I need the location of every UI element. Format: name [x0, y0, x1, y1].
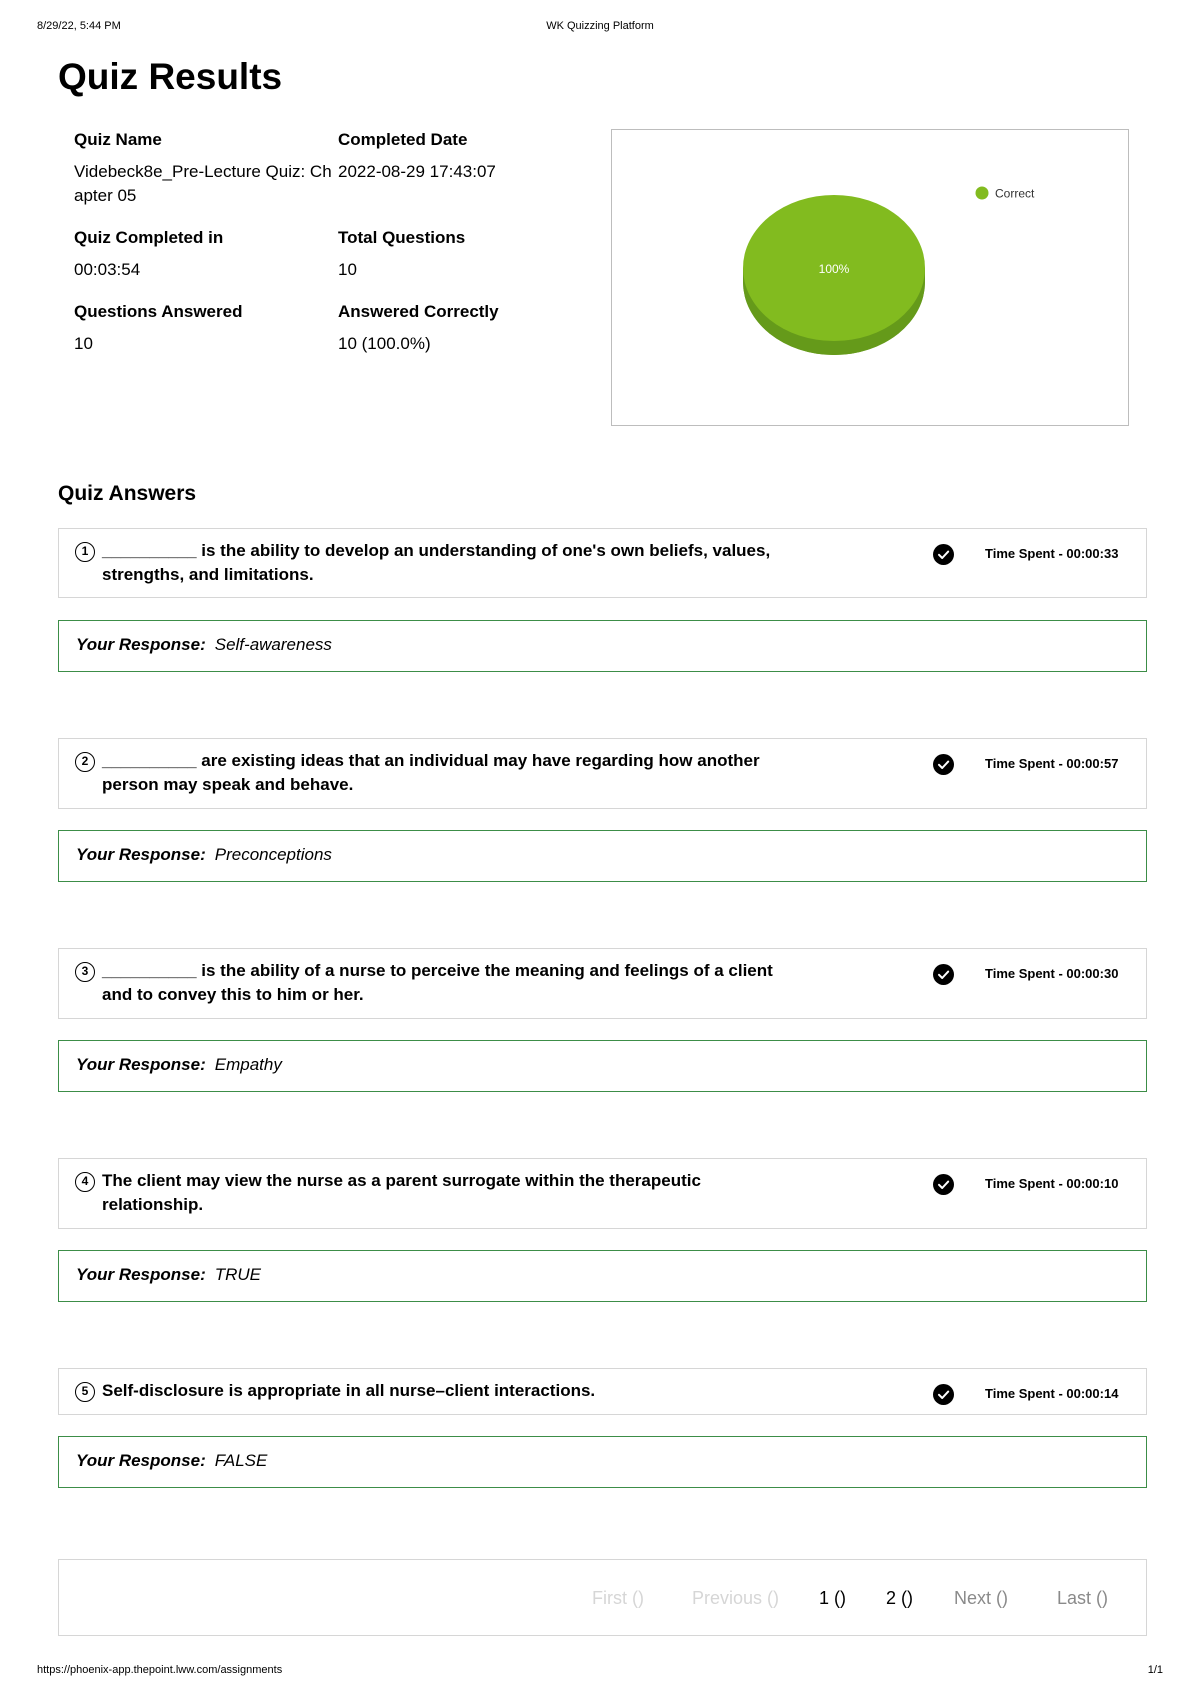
- question-card: [58, 1158, 1147, 1229]
- print-title: WK Quizzing Platform: [546, 20, 654, 32]
- response-label: Your Response:: [76, 845, 206, 864]
- first-page-button[interactable]: First (): [592, 1588, 644, 1608]
- stat-value: 2022-08-29 17:43:07: [338, 162, 496, 181]
- stat-label: Quiz Completed in: [74, 228, 224, 247]
- response-label: Your Response:: [76, 1451, 206, 1470]
- question-text: __________ is the ability of a nurse to perceive the meaning and feelings of a client and to convey this to him or her.: [102, 961, 773, 1004]
- stat-quiz-name: [74, 128, 334, 208]
- response-label: Your Response:: [76, 1265, 206, 1284]
- results-chart: [611, 129, 1129, 426]
- question-text: Self-disclosure is appropriate in all nurse–client interactions.: [102, 1381, 596, 1400]
- response-value: Empathy: [214, 1055, 282, 1074]
- stat-answered-correctly: [338, 300, 598, 356]
- stat-value: 10: [74, 334, 93, 353]
- page-2-button[interactable]: 2 (): [886, 1588, 913, 1608]
- time-spent: Time Spent - 00:00:33: [985, 546, 1119, 561]
- response-box: [58, 830, 1147, 882]
- stat-completed-in: [74, 226, 334, 282]
- check-circle-icon: [933, 544, 954, 565]
- stat-value: 00:03:54: [74, 260, 141, 279]
- question-number: 4: [75, 1172, 95, 1192]
- print-footer: [37, 1664, 1163, 1680]
- response-label: Your Response:: [76, 1055, 206, 1074]
- stat-label: Answered Correctly: [338, 302, 499, 321]
- time-spent: Time Spent - 00:00:57: [985, 756, 1119, 771]
- question-text: The client may view the nurse as a parent surrogate within the therapeutic relationship.: [102, 1171, 701, 1214]
- response-box: [58, 620, 1147, 672]
- last-page-button[interactable]: Last (): [1057, 1588, 1109, 1608]
- question-card: [58, 948, 1147, 1019]
- pagination: [58, 1559, 1147, 1636]
- check-circle-icon: [933, 754, 954, 775]
- response-box: [58, 1040, 1147, 1092]
- stat-total-questions: [338, 226, 598, 282]
- stat-questions-answered: [74, 300, 334, 356]
- print-page-number: 1/1: [1147, 1664, 1163, 1676]
- pie-slice-label: 100%: [818, 262, 850, 276]
- page-title: Quiz Results: [58, 56, 283, 97]
- print-date: 8/29/22, 5:44 PM: [37, 20, 121, 32]
- previous-page-button[interactable]: Previous (): [692, 1588, 780, 1608]
- response-box: [58, 1250, 1147, 1302]
- question-card: [58, 738, 1147, 809]
- stat-completed-date: [338, 128, 598, 184]
- stat-label: Quiz Name: [74, 130, 162, 149]
- pie-chart: [612, 130, 1128, 425]
- question-text: __________ is the ability to develop an understanding of one's own beliefs, values, strengths, and limitations.: [102, 541, 771, 584]
- question-number: 2: [75, 752, 95, 772]
- print-url: https://phoenix-app.thepoint.lww.com/assignments: [37, 1664, 283, 1676]
- page-1-button[interactable]: 1 (): [819, 1588, 846, 1608]
- legend-swatch: [976, 187, 989, 200]
- check-circle-icon: [933, 1174, 954, 1195]
- response-box: [58, 1436, 1147, 1488]
- question-text: __________ are existing ideas that an individual may have regarding how another person may speak and behave.: [102, 751, 760, 794]
- response-value: Self-awareness: [214, 635, 332, 654]
- stat-value: Videbeck8e_Pre-Lecture Quiz: Chapter 05: [74, 162, 332, 205]
- legend-label: Correct: [995, 186, 1035, 201]
- time-spent: Time Spent - 00:00:14: [985, 1386, 1119, 1401]
- question-card: [58, 528, 1147, 598]
- stat-value: 10: [338, 260, 357, 279]
- time-spent: Time Spent - 00:00:10: [985, 1176, 1119, 1191]
- stat-label: Completed Date: [338, 130, 468, 149]
- question-card: [58, 1368, 1147, 1415]
- next-page-button[interactable]: Next (): [954, 1588, 1008, 1608]
- time-spent: Time Spent - 00:00:30: [985, 966, 1119, 981]
- response-value: Preconceptions: [214, 845, 332, 864]
- check-circle-icon: [933, 1384, 954, 1405]
- print-header: [37, 20, 1163, 36]
- stat-value: 10 (100.0%): [338, 334, 431, 353]
- question-number: 1: [75, 542, 95, 562]
- quiz-answers-heading: Quiz Answers: [58, 482, 197, 505]
- stat-label: Questions Answered: [74, 302, 243, 321]
- question-number: 5: [75, 1382, 95, 1402]
- question-number: 3: [75, 962, 95, 982]
- response-label: Your Response:: [76, 635, 206, 654]
- response-value: FALSE: [214, 1451, 268, 1470]
- stat-label: Total Questions: [338, 228, 466, 247]
- response-value: TRUE: [214, 1265, 262, 1284]
- check-circle-icon: [933, 964, 954, 985]
